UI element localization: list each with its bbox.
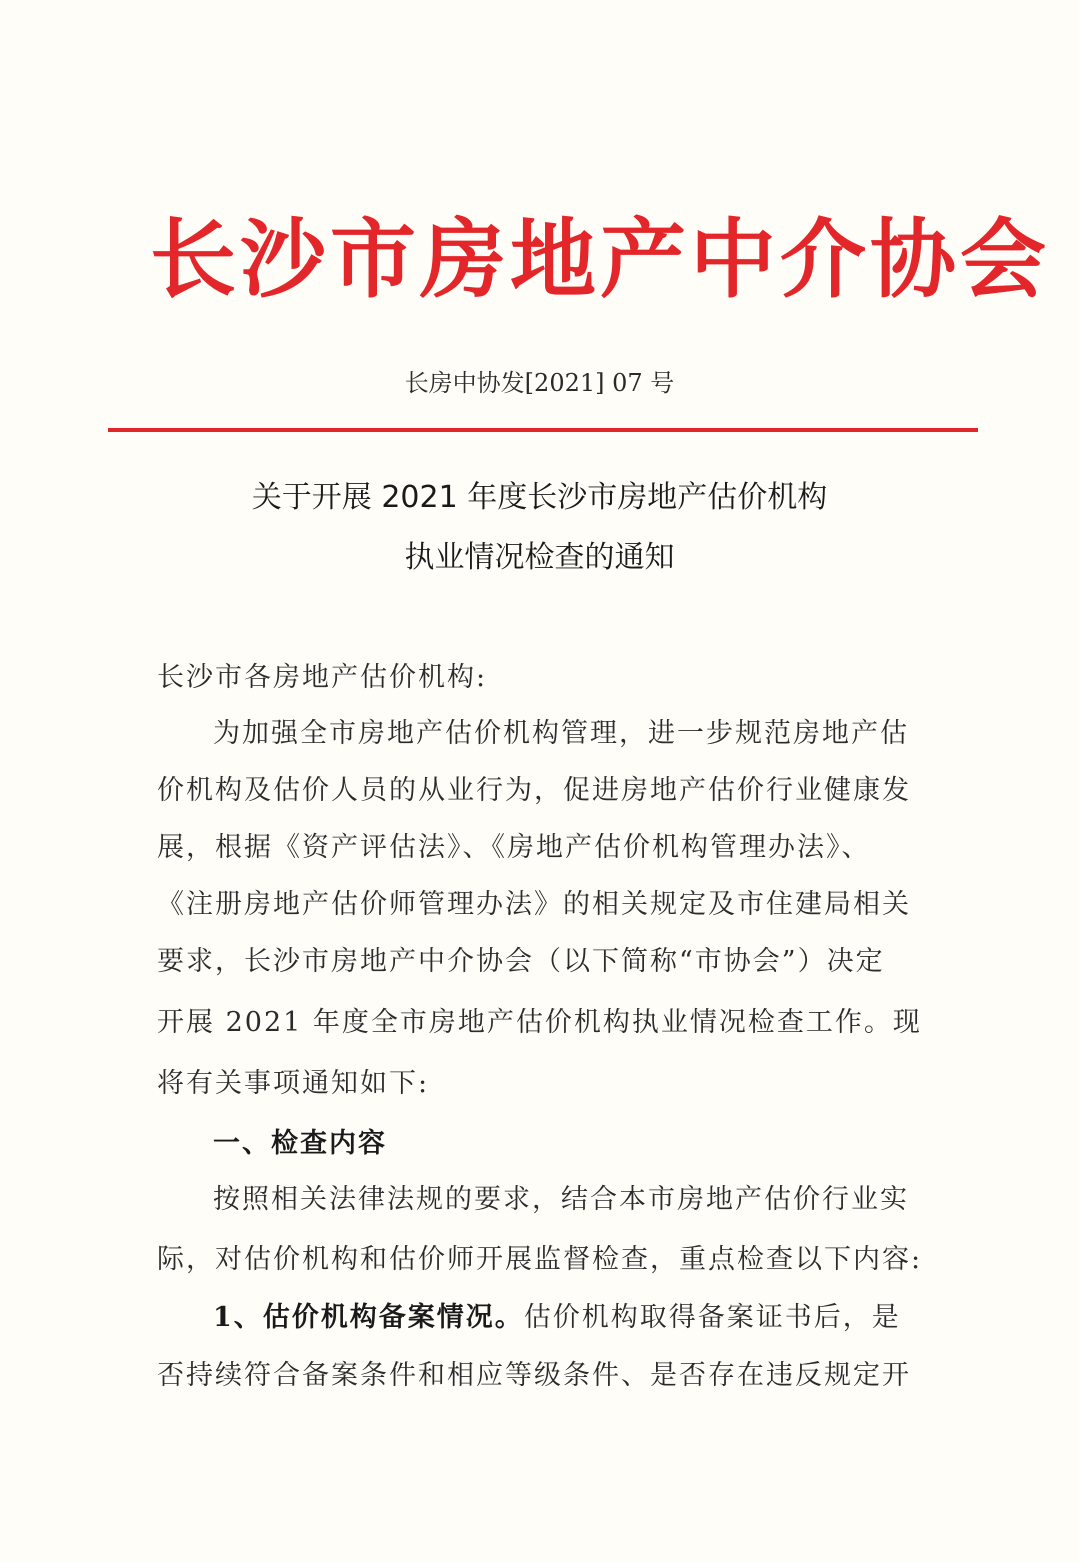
body-line: 将有关事项通知如下: xyxy=(157,1068,430,1099)
body-line: 按照相关法律法规的要求，结合本市房地产估价行业实 xyxy=(213,1184,909,1215)
body-line: 价机构及估价人员的从业行为，促进房地产估价行业健康发 xyxy=(157,775,911,806)
section-heading-inspection-content: 一、检查内容 xyxy=(213,1128,387,1159)
body-line: 要求，长沙市房地产中介协会（以下简称“市协会”）决定 xyxy=(157,946,885,977)
body-line: 展，根据《资产评估法》、《房地产估价机构管理办法》、 xyxy=(157,832,871,863)
notice-title-line-1: 关于开展 2021 年度长沙市房地产估价机构 xyxy=(251,480,828,515)
body-line: 《注册房地产估价师管理办法》的相关规定及市住建局相关 xyxy=(157,889,911,920)
document-number: 长房中协发[2021] 07 号 xyxy=(404,369,675,397)
red-separator-line xyxy=(108,428,978,432)
body-line: 际，对估价机构和估价师开展监督检查，重点检查以下内容: xyxy=(157,1244,923,1275)
notice-title-line-2: 执业情况检查的通知 xyxy=(404,540,675,575)
body-line: 否持续符合备案条件和相应等级条件、是否存在违反规定开 xyxy=(157,1360,911,1391)
item-1-text: 估价机构取得备案证书后，是 xyxy=(523,1302,901,1333)
body-line: 为加强全市房地产估价机构管理，进一步规范房地产估 xyxy=(213,718,909,749)
item-1-line xyxy=(213,1298,901,1338)
salutation: 长沙市各房地产估价机构: xyxy=(157,662,488,693)
issuing-organization-heading: 长沙市房地产中介协会 xyxy=(150,209,1050,310)
body-line: 开展 2021 年度全市房地产估价机构执业情况检查工作。现 xyxy=(157,1007,922,1038)
item-1-heading: 1、估价机构备案情况。 xyxy=(213,1302,524,1333)
